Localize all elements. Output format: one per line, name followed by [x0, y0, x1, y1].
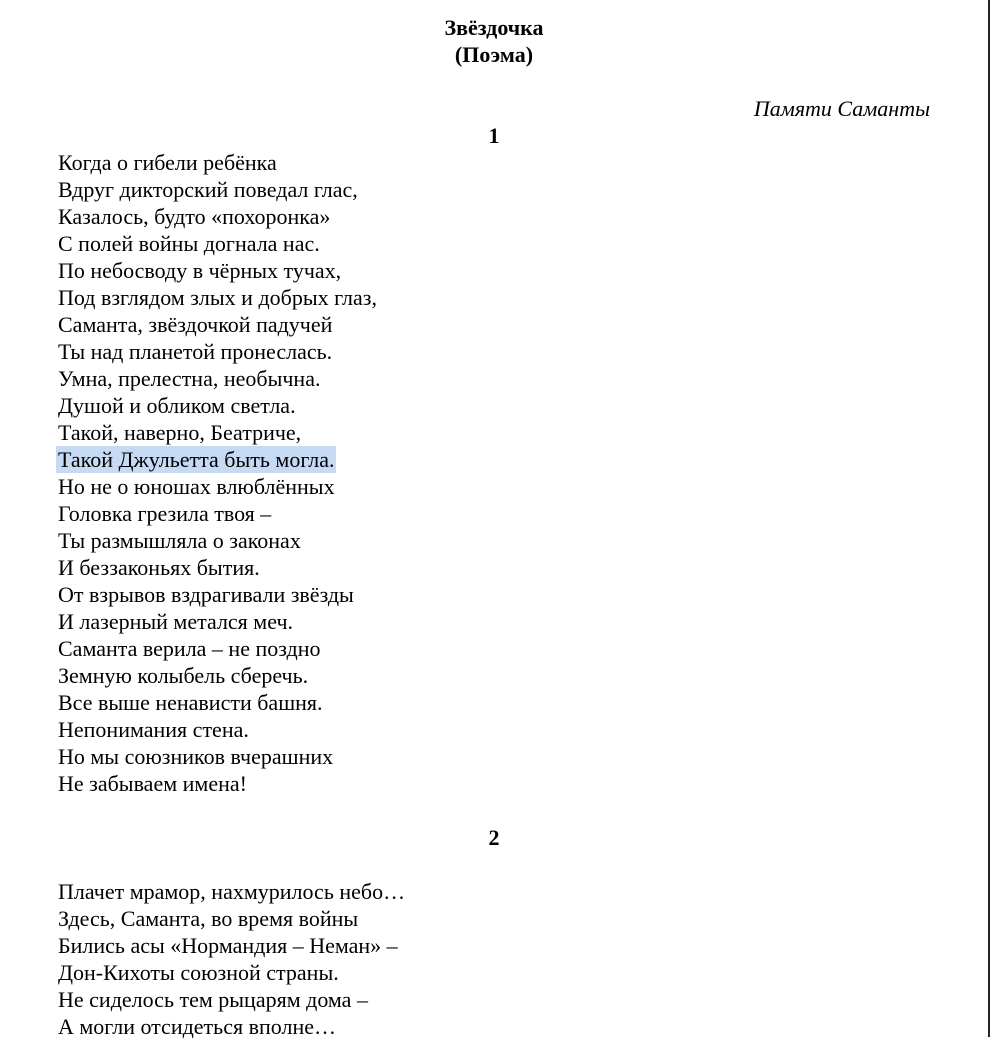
poem-line: Земную колыбель сберечь.: [58, 663, 309, 688]
section-2-number: 2: [488, 825, 500, 850]
poem-line: Здесь, Саманта, во время войны: [58, 906, 359, 931]
poem-line: Такой, наверно, Беатриче,: [58, 420, 302, 445]
poem-line: Головка грезила твоя –: [58, 501, 272, 526]
poem-subtitle: (Поэма): [454, 42, 534, 67]
blank-line: [58, 797, 930, 824]
poem-line: А могли отсидеться вполне…: [58, 1014, 336, 1039]
poem-line: Ты размышляла о законах: [58, 528, 301, 553]
poem-line: Вдруг дикторский поведал глас,: [58, 177, 358, 202]
poem-line: Но мы союзников вчерашних: [58, 744, 334, 769]
poem-line: Не сиделось тем рыцарям дома –: [58, 987, 368, 1012]
poem-line: Саманта верила – не поздно: [58, 636, 321, 661]
stanza-1: [58, 149, 930, 797]
poem-line: По небосводу в чёрных тучах,: [58, 258, 342, 283]
poem-line: Умна, прелестна, необычна.: [58, 366, 321, 391]
poem-line: Все выше ненависти башня.: [58, 690, 323, 715]
section-1: [58, 122, 930, 797]
poem-line: Саманта, звёздочкой падучей: [58, 312, 333, 337]
poem-line: Не забываем имена!: [58, 771, 247, 796]
poem-line: От взрывов вздрагивали звёзды: [58, 582, 354, 607]
poem-line: Плачет мрамор, нахмурилось небо…: [58, 879, 406, 904]
poem-title: Звёздочка: [444, 15, 544, 40]
poem-line: Но не о юношах влюблённых: [58, 474, 335, 499]
poem-line: Ты над планетой пронеслась.: [58, 339, 333, 364]
poem-line: [58, 446, 930, 473]
poem-line: Под взглядом злых и добрых глаз,: [58, 285, 377, 310]
section-2: [58, 824, 930, 1040]
poem-line: Непонимания стена.: [58, 717, 249, 742]
poem-line: Бились асы «Нормандия – Неман» –: [58, 933, 398, 958]
poem-line: Когда о гибели ребёнка: [58, 150, 277, 175]
blank-line: [58, 851, 930, 878]
blank-line: [58, 68, 930, 95]
stanza-2: [58, 878, 930, 1040]
poem-line: Казалось, будто «похоронка»: [58, 204, 331, 229]
poem-line: И беззаконьях бытия.: [58, 555, 260, 580]
poem-line: Душой и обликом светла.: [58, 393, 296, 418]
poem-line: Дон-Кихоты союзной страны.: [58, 960, 339, 985]
poem-line: И лазерный метался меч.: [58, 609, 294, 634]
selected-text[interactable]: Такой Джульетта быть могла.: [58, 447, 335, 472]
poem-document: [58, 14, 930, 1040]
section-1-number: 1: [488, 123, 500, 148]
window-right-border: [988, 0, 990, 1037]
dedication: Памяти Саманты: [753, 96, 930, 121]
poem-line: С полей войны догнала нас.: [58, 231, 320, 256]
